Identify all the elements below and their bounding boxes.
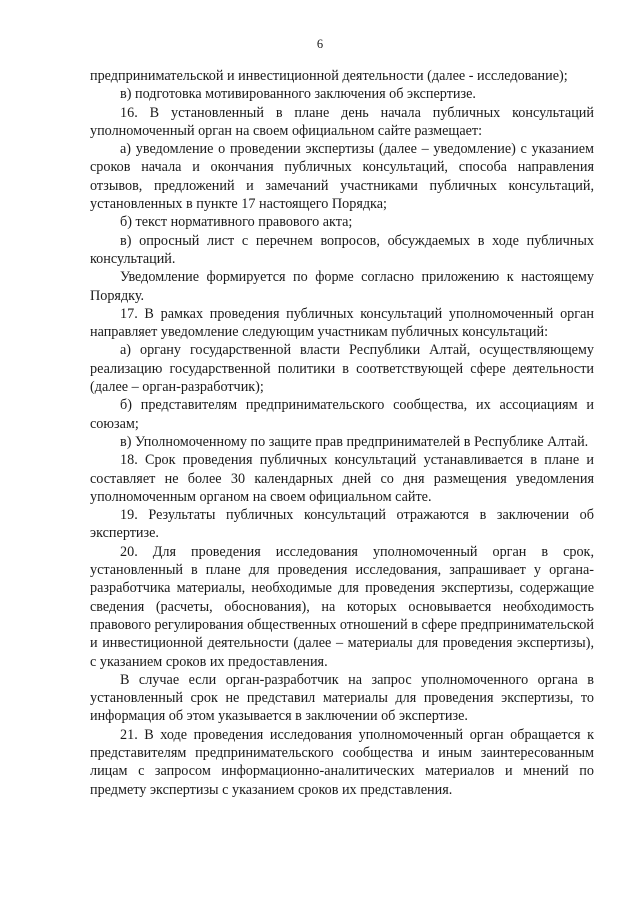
paragraph-p17-b: б) представителям предпринимательского сообщества, их ассоциациям и союзам; (90, 397, 594, 432)
paragraph-p20: 20. Для проведения исследования уполномоченный орган в срок, установленный в плане для проведения исследования, запрашивает у органа-разработчика материалы, необходимые для проведения экспертизы, содержащие сведения (расчеты, обоснования), на которых основывается необходимость правового регулирования общественных отношений в сфере предпринимательской и инвестиционной деятельности (далее – материалы для проведения экспертизы), с указанием сроков их предоставления. (90, 543, 594, 670)
paragraph-p20-case: В случае если орган-разработчик на запрос уполномоченного органа в установленный срок не представил материалы для проведения экспертизы, то информация об этом указывается в заключении об экспертизе. (90, 671, 594, 725)
paragraph-p17-v: в) Уполномоченному по защите прав предпринимателей в Республике Алтай. (120, 433, 589, 450)
paragraph-p21: 21. В ходе проведения исследования уполномоченный орган обращается к представителям предпринимательского сообщества и иным заинтересованным лицам с запросом информационно-аналитических материалов и мнений по предмету экспертизы с указанием сроков их представления. (90, 726, 594, 798)
paragraph-p19: 19. Результаты публичных консультаций отражаются в заключении об экспертизе. (90, 507, 594, 542)
document-body (90, 67, 594, 799)
paragraph-cont: предпринимательской и инвестиционной деятельности (далее - исследование); (90, 68, 568, 84)
page-number: 6 (316, 37, 324, 51)
paragraph-p16-v: в) опросный лист с перечнем вопросов, обсуждаемых в ходе публичных консультаций. (90, 232, 594, 267)
paragraph-p16-notice: Уведомление формируется по форме согласно приложению к настоящему Порядку. (90, 269, 594, 304)
paragraph-item-v-prep: в) подготовка мотивированного заключения об экспертизе. (120, 86, 476, 103)
paragraph-p16: 16. В установленный в плане день начала публичных консультаций уполномоченный орган на своем официальном сайте размещает: (90, 104, 594, 139)
paragraph-p16-b: б) текст нормативного правового акта; (120, 214, 353, 231)
paragraph-p16-a: а) уведомление о проведении экспертизы (далее – уведомление) с указанием сроков начала и окончания публичных консультаций, способа направления отзывов, предложений и замечаний участниками публичных консультаций, установленных в пункте 17 настоящего Порядка; (90, 141, 594, 213)
paragraph-p17: 17. В рамках проведения публичных консультаций уполномоченный орган направляет уведомление следующим участникам публичных консультаций: (90, 305, 594, 341)
paragraph-p17-a: а) органу государственной власти Республики Алтай, осуществляющему реализацию государственной политики в соответствующей сфере деятельности (далее – орган-разработчик); (90, 342, 594, 396)
paragraph-p18: 18. Срок проведения публичных консультаций устанавливается в плане и составляет не более 30 календарных дней со дня размещения уведомления уполномоченным органом на своем официальном сайте. (90, 452, 594, 505)
